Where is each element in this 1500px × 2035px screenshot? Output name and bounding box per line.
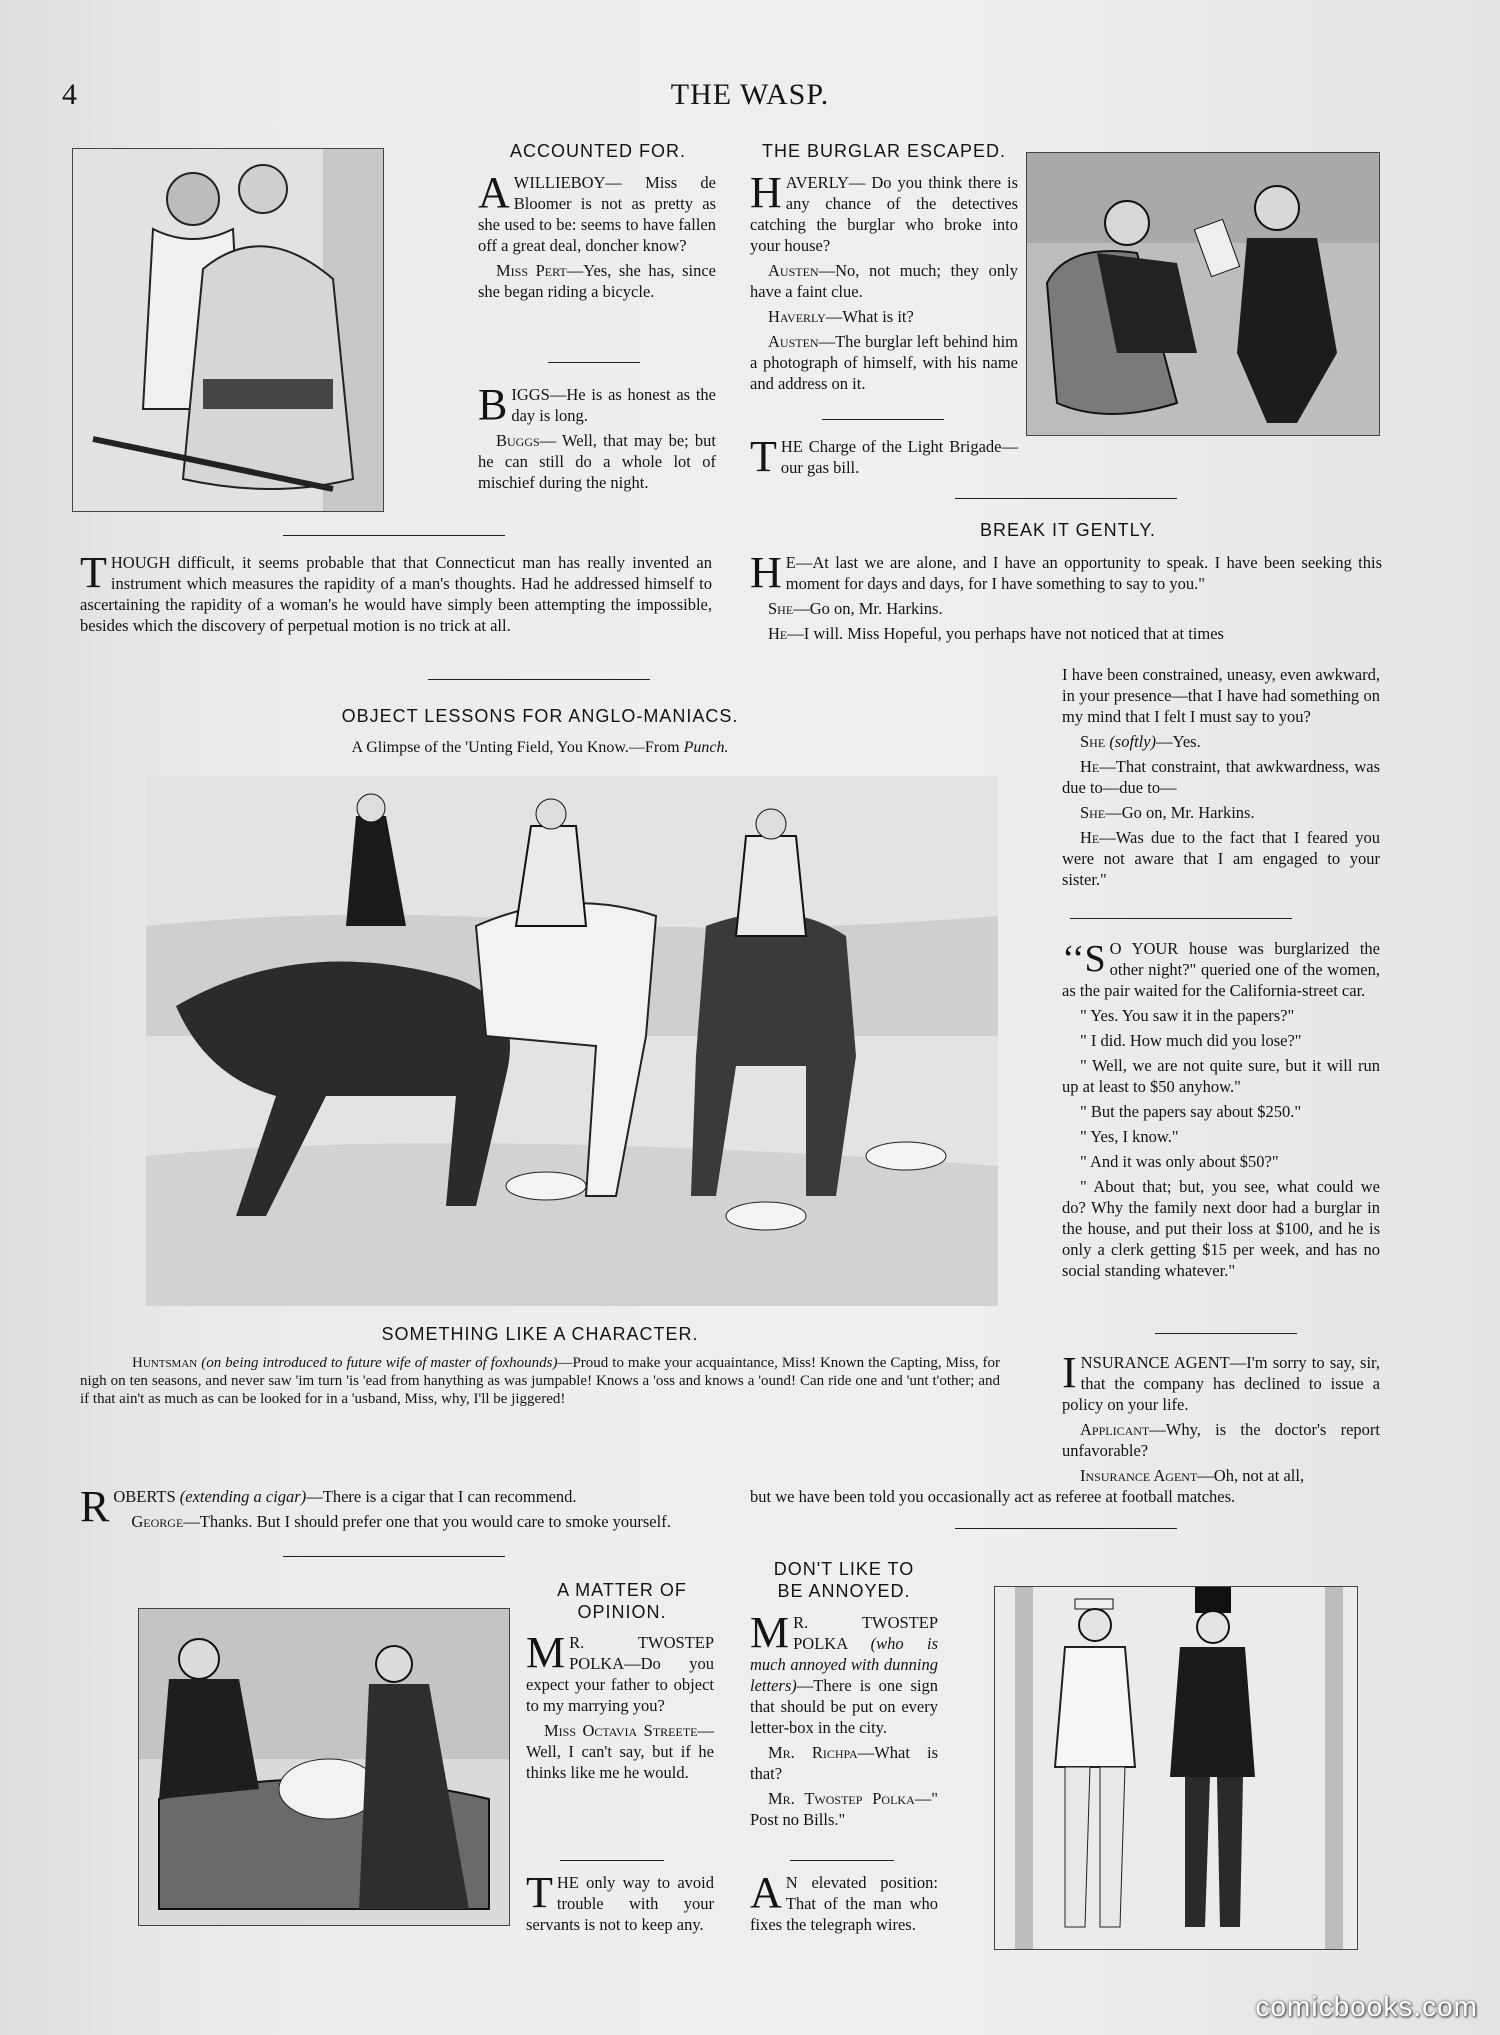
subtitle-text: A Glimpse of the 'Unting Field, You Know.—From	[351, 739, 680, 756]
subtitle-source: Punch.	[683, 739, 729, 756]
light-brigade-text: HE Charge of the Light Brigade—our gas bill.	[780, 437, 1018, 477]
page-number: 4	[62, 78, 77, 111]
gentlemen-illustration	[1026, 152, 1380, 436]
divider	[822, 419, 944, 420]
insurance-paragraph-3: —Oh, not at all,	[1197, 1466, 1305, 1485]
break-paragraph-5: —That constraint, that awkwardness, was due to—due to—	[1062, 757, 1380, 797]
burglar-paragraph-3: —What is it?	[825, 307, 914, 326]
hunting-field-illustration	[146, 776, 998, 1306]
burglarized-paragraph-2: " Yes. You saw it in the papers?"	[1080, 1006, 1295, 1025]
couple-illustration	[72, 148, 384, 512]
break-paragraph-3: —I will. Miss Hopeful, you perhaps have not noticed that at times	[787, 624, 1224, 643]
burglar-escaped-title: THE BURGLAR ESCAPED.	[761, 141, 1007, 161]
speaker-name: Mr. Richpa	[768, 1743, 858, 1762]
annoyed-title-line-1: DON'T LIKE TO	[773, 1559, 915, 1579]
roberts-paragraph-1: —There is a cigar that I can recommend.	[306, 1487, 577, 1506]
break-paragraph-1: E—At last we are alone, and I have an opportunity to speak. I have been seeking this moment for days and days, for I have something to say to you."	[785, 553, 1382, 593]
servants-column	[526, 1868, 714, 1939]
character-paragraph	[80, 1354, 1000, 1412]
opinion-title-line-2: OPINION.	[577, 1602, 667, 1622]
watermark: comicbooks.com	[1255, 1991, 1478, 2022]
elevated-column	[750, 1868, 938, 1939]
speaker-name: Mr. Twostep Polka	[768, 1789, 915, 1808]
drop-cap: T	[80, 548, 107, 597]
speaker-name: Buggs	[496, 431, 540, 450]
annoyed-paragraph-1-rest: —There is one sign that should be put on every letter-box in the city.	[750, 1676, 938, 1737]
annoyed-paragraph-2: —What is that?	[750, 1743, 938, 1783]
object-lessons-title: OBJECT LESSONS FOR ANGLO-MANIACS.	[341, 706, 739, 726]
stage-direction: (on being introduced to future wife of master of foxhounds)	[201, 1355, 558, 1371]
speaker-name: Applicant	[1080, 1420, 1150, 1439]
sofa-couple-illustration	[138, 1608, 510, 1926]
stage-direction: (extending a cigar)	[179, 1487, 307, 1506]
speaker-name: Miss Octavia Streete	[544, 1721, 698, 1740]
divider	[790, 1860, 894, 1861]
break-paragraph-6: —Go on, Mr. Harkins.	[1105, 803, 1255, 822]
divider	[955, 498, 1177, 499]
opinion-title-line-1: A MATTER OF	[557, 1580, 687, 1600]
speaker-name: She	[1080, 732, 1106, 751]
speaker-name: Haverly	[768, 307, 826, 326]
opinion-paragraph-1: R. TWOSTEP POLKA—Do you expect your father to object to my marrying you?	[526, 1633, 714, 1715]
masthead-title: THE WASP.	[670, 78, 830, 111]
two-men-illustration	[994, 1586, 1358, 1950]
divider	[548, 362, 640, 363]
burglarized-paragraph-8: " About that; but, you see, what could we do? Why the family next door had a burglar in the house, and put their loss at $100, and he is only a clerk getting $15 per week, and has no social standing whatever."	[1062, 1177, 1380, 1280]
annoyed-column	[750, 1608, 938, 1834]
drop-cap: H	[750, 548, 782, 597]
speaker-name: He	[768, 624, 788, 643]
break-it-gently-intro	[750, 548, 1382, 648]
opinion-column	[526, 1628, 714, 1787]
drop-cap: M	[526, 1628, 566, 1677]
accounted-for-paragraph-1: WILLIEBOY— Miss de Bloomer is not as pretty as she used to be: seems to have fallen off a great deal, doncher know?	[478, 173, 716, 255]
speaker-name: Huntsman	[132, 1355, 198, 1371]
insurance-paragraph-3-cont: but we have been told you occasionally act as referee at football matches.	[750, 1487, 1236, 1506]
drop-cap: T	[750, 432, 777, 481]
speaker-name: Insurance Agent	[1080, 1466, 1198, 1485]
speaker-name: Austen	[768, 332, 819, 351]
divider	[1155, 1333, 1297, 1334]
speaker-name: He	[1080, 828, 1100, 847]
insurance-continuation	[750, 1486, 1382, 1511]
drop-cap: R	[80, 1482, 110, 1531]
stage-direction: (who is much annoyed with dunning letters)	[750, 1634, 938, 1695]
drop-cap: ‘‘S	[1062, 938, 1106, 980]
drop-cap: M	[750, 1608, 790, 1657]
burglarized-paragraph-5: " But the papers say about $250."	[1080, 1102, 1302, 1121]
light-brigade-column	[750, 432, 1018, 482]
burglarized-paragraph-4: " Well, we are not quite sure, but it will run up at least to $50 anyhow."	[1062, 1056, 1380, 1096]
divider	[283, 535, 505, 536]
roberts-paragraph	[80, 1482, 712, 1536]
biggs-column	[478, 380, 716, 497]
character-text: —Proud to make your acquaintance, Miss! Known the Capting, Miss, for nigh on ten seasons, and never saw 'im turn 'is 'ead from hanything as was jumpable! Knows a 'oss and knows a 'ound! Can ride one and 'unt t'other; and if that ain't as much as can be looked for in a 'usband, Miss, why, I'll be jiggered!	[80, 1355, 1001, 1407]
connecticut-paragraph	[80, 548, 712, 640]
roberts-paragraph-2: —Thanks. But I should prefer one that you would care to smoke yourself.	[183, 1512, 671, 1531]
speaker-name: He	[1080, 757, 1100, 776]
biggs-paragraph-2: — Well, that may be; but he can still do a whole lot of mischief during the night.	[478, 431, 716, 492]
speaker-name: OBERTS	[113, 1487, 176, 1506]
burglar-paragraph-4: —The burglar left behind him a photograph of himself, with his name and address on it.	[750, 332, 1018, 393]
accounted-for-paragraph-2: —Yes, she has, since she began riding a bicycle.	[478, 261, 716, 301]
accounted-for-column	[478, 168, 716, 306]
break-paragraph-3-cont: I have been constrained, uneasy, even awkward, in your presence—that I have had something on my mind that I felt I must say to you?	[1062, 665, 1380, 726]
divider	[955, 1528, 1177, 1529]
opinion-paragraph-2: —Well, I can't say, but if he thinks like me he would.	[526, 1721, 714, 1782]
speaker-name: Austen	[768, 261, 819, 280]
annoyed-title-line-2: BE ANNOYED.	[777, 1581, 911, 1601]
accounted-for-title: ACCOUNTED FOR.	[510, 141, 686, 161]
speaker-name: She	[1080, 803, 1106, 822]
connecticut-text: HOUGH difficult, it seems probable that that Connecticut man has really invented an instrument which measures the rapidity of a man's thoughts. Had he addressed himself to ascertaining the rapidity of a woman's he would have simply been attempting the impossible, besides which the discovery of perpetual motion is no trick at all.	[80, 553, 712, 635]
break-paragraph-4: —Yes.	[1156, 732, 1201, 751]
divider	[283, 1556, 505, 1557]
break-paragraph-2: —Go on, Mr. Harkins.	[793, 599, 943, 618]
burglarized-paragraph-3: " I did. How much did you lose?"	[1080, 1031, 1302, 1050]
insurance-column	[1062, 1348, 1380, 1490]
burglarized-paragraph-7: " And it was only about $50?"	[1080, 1152, 1279, 1171]
burglarized-paragraph-1: O YOUR house was burglarized the other night?" queried one of the women, as the pair waited for the California-street car.	[1062, 939, 1380, 1000]
divider	[560, 1860, 664, 1861]
drop-cap: T	[526, 1868, 553, 1917]
drop-cap: A	[478, 168, 510, 217]
insurance-paragraph-1: NSURANCE AGENT—I'm sorry to say, sir, that the company has declined to issue a policy on your life.	[1062, 1353, 1380, 1414]
speaker-name: She	[768, 599, 794, 618]
break-it-gently-title: BREAK IT GENTLY.	[979, 520, 1157, 540]
speaker-name: George	[131, 1512, 184, 1531]
opinion-title	[522, 1579, 722, 1623]
drop-cap: A	[750, 1868, 782, 1917]
object-lessons-subtitle	[80, 738, 1000, 757]
drop-cap: B	[478, 380, 508, 429]
burglar-paragraph-1: AVERLY— Do you think there is any chance of the detectives catching the burglar who broke into your house?	[750, 173, 1018, 255]
character-title: SOMETHING LIKE A CHARACTER.	[381, 1324, 699, 1344]
drop-cap: H	[750, 168, 782, 217]
break-paragraph-7: —Was due to the fact that I feared you were not aware that I am engaged to your sister."	[1062, 828, 1380, 889]
divider	[1070, 918, 1292, 919]
divider	[428, 679, 650, 680]
burglar-paragraph-2: —No, not much; they only have a faint clue.	[750, 261, 1018, 301]
annoyed-paragraph-1: R. TWOSTEP POLKA	[793, 1613, 938, 1653]
burglar-escaped-column	[750, 168, 1018, 398]
speaker-name: Miss Pert	[496, 261, 567, 280]
burglarized-paragraph-6: " Yes, I know."	[1080, 1127, 1179, 1146]
break-it-gently-column	[1062, 664, 1380, 894]
biggs-paragraph-1: IGGS—He is as honest as the day is long.	[511, 385, 716, 425]
annoyed-paragraph-3: —" Post no Bills."	[750, 1789, 938, 1829]
insurance-paragraph-2: —Why, is the doctor's report unfavorable?	[1062, 1420, 1380, 1460]
burglarized-column	[1062, 938, 1380, 1285]
annoyed-title	[746, 1558, 942, 1602]
stage-direction: (softly)	[1109, 732, 1157, 751]
drop-cap: I	[1062, 1348, 1077, 1397]
elevated-text: N elevated position: That of the man who fixes the telegraph wires.	[750, 1873, 938, 1934]
servants-text: HE only way to avoid trouble with your servants is not to keep any.	[526, 1873, 714, 1934]
